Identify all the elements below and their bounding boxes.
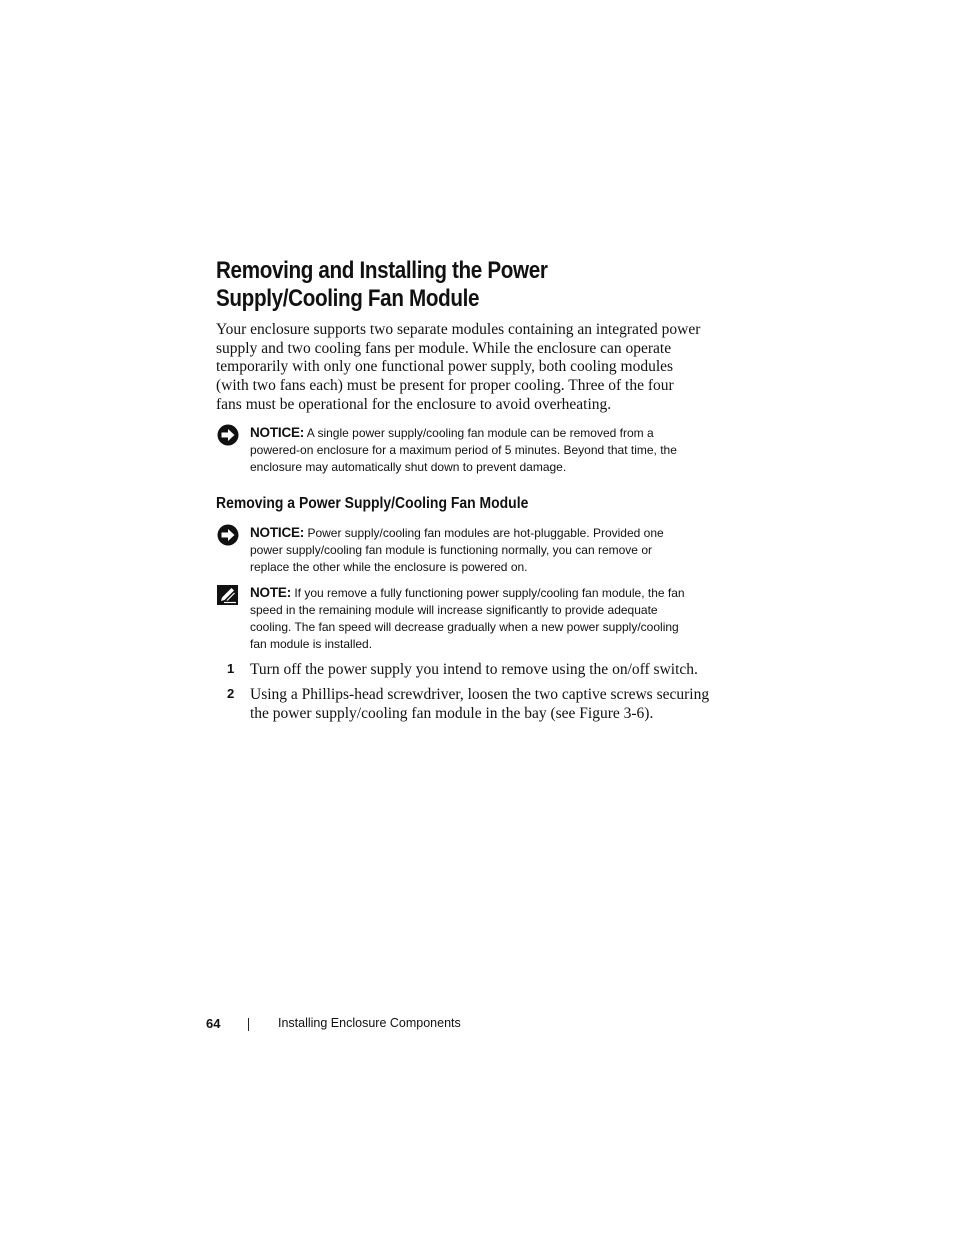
- note-pencil-icon: [216, 584, 240, 606]
- footer-chapter-title: Installing Enclosure Components: [278, 1016, 461, 1030]
- notice-label: NOTICE:: [250, 425, 305, 440]
- intro-paragraph: [216, 321, 716, 415]
- page-title: [216, 257, 663, 313]
- note-line: speed in the remaining module will increase significantly to provide adequate: [250, 603, 658, 617]
- step-line: Using a Phillips-head screwdriver, loosen the two captive screws securing: [250, 686, 710, 703]
- step-text: [250, 660, 720, 679]
- note-line: fan module is installed.: [250, 637, 373, 651]
- notice-arrow-icon: [216, 524, 240, 546]
- notice-text: [250, 524, 720, 576]
- step-number: 2: [227, 686, 235, 701]
- step-number: 1: [227, 661, 235, 676]
- page-title-line: Supply/Cooling Fan Module: [216, 285, 480, 312]
- notice-text: [250, 424, 720, 476]
- page-footer: [0, 1015, 954, 1035]
- notice-line: A single power supply/cooling fan module can be removed from a: [304, 426, 654, 440]
- notice-line: powered-on enclosure for a maximum period of 5 minutes. Beyond that time, the: [250, 443, 677, 457]
- note-line: cooling. The fan speed will decrease gradually when a new power supply/cooling: [250, 620, 679, 634]
- note-line: If you remove a fully functioning power supply/cooling fan module, the fan: [291, 586, 685, 600]
- note-text: [250, 584, 720, 653]
- step-line: the power supply/cooling fan module in the bay (see Figure 3-6).: [250, 705, 654, 722]
- footer-separator: [248, 1018, 249, 1031]
- step-text: [250, 685, 720, 723]
- notice-line: replace the other while the enclosure is powered on.: [250, 560, 528, 574]
- intro-line: temporarily with only one functional power supply, both cooling modules: [216, 358, 674, 376]
- notice-line: power supply/cooling fan module is functioning normally, you can remove or: [250, 543, 652, 557]
- page-title-line: Removing and Installing the Power: [216, 257, 548, 284]
- page-number: 64: [206, 1016, 221, 1031]
- intro-line: (with two fans each) must be present for proper cooling. Three of the four: [216, 377, 674, 395]
- intro-line: Your enclosure supports two separate modules containing an integrated power: [216, 321, 701, 338]
- notice-line: enclosure may automatically shut down to prevent damage.: [250, 460, 567, 474]
- notice-arrow-icon: [216, 424, 240, 446]
- intro-line: fans must be operational for the enclosure to avoid overheating.: [216, 395, 612, 413]
- section-heading: Removing a Power Supply/Cooling Fan Module: [216, 495, 529, 512]
- notice-label: NOTICE:: [250, 525, 305, 540]
- step-line: Turn off the power supply you intend to remove using the on/off switch.: [250, 661, 698, 678]
- notice-line: Power supply/cooling fan modules are hot-pluggable. Provided one: [304, 526, 664, 540]
- note-label: NOTE:: [250, 585, 291, 600]
- intro-line: supply and two cooling fans per module. While the enclosure can operate: [216, 339, 672, 357]
